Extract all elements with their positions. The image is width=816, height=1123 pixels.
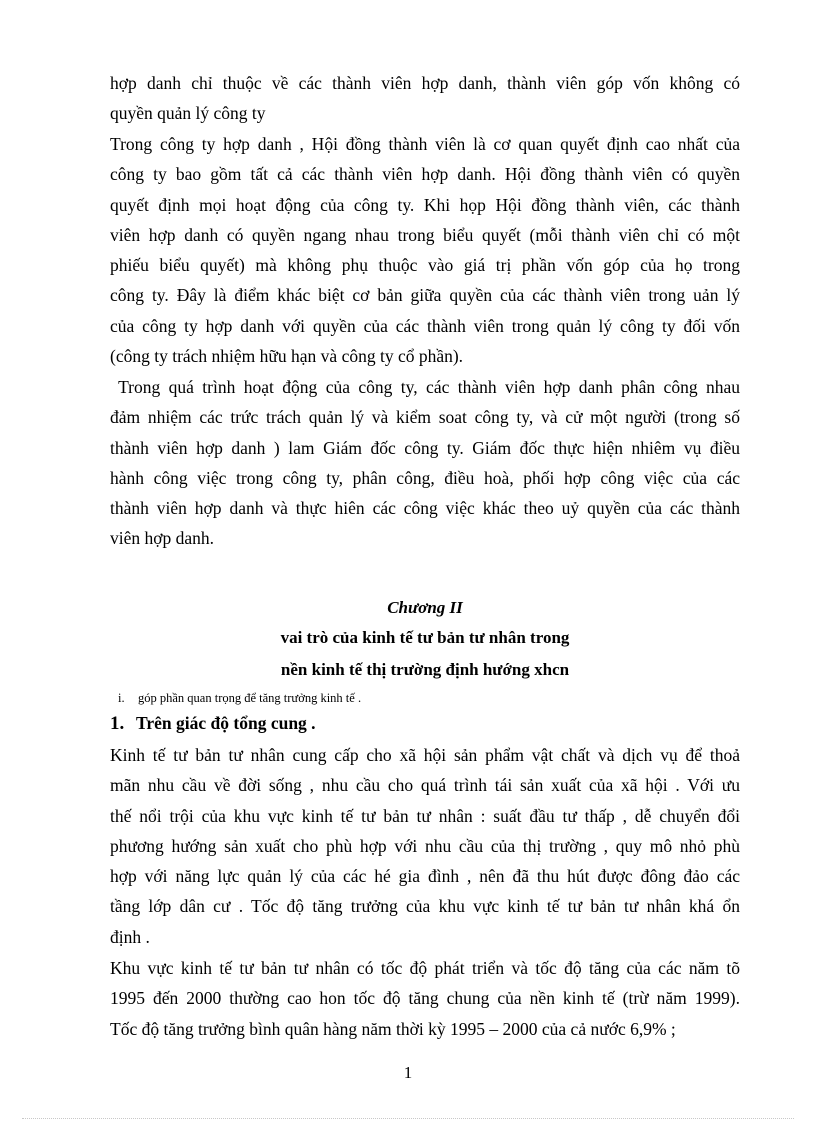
section-heading bbox=[110, 713, 316, 735]
text-line: Tốc độ tăng trưởng bình quân hàng năm thời kỳ 1995 – 2000 của cả nước 6,9% ; bbox=[110, 1018, 676, 1039]
text-line: Trong quá trình hoạt động của công ty, các thành viên hợp danh phân công nhau bbox=[110, 377, 740, 397]
text-line: phương hướng sản xuất cho phù hợp với nhu cầu của thị trường , quy mô nhỏ phù bbox=[110, 835, 740, 856]
text-line: hành công việc trong công ty, phân công, điều hoà, phối hợp công việc của các bbox=[110, 467, 740, 488]
text-line: hợp với năng lực quản lý của các hé gia đình , nên đã thu hút được đông đảo các bbox=[110, 866, 740, 887]
paragraph-growth-speed bbox=[110, 953, 740, 1044]
text-line: tầng lớp dân cư . Tốc độ tăng trưởng của khu vực kinh tế tư bản tư nhân khá ổn bbox=[110, 896, 740, 917]
text-line: công ty. Đây là điểm khác biệt cơ bản giữa quyền của các thành viên trong uản lý bbox=[110, 285, 740, 306]
text-line: của công ty hợp danh với quyền của các thành viên trong quản lý công ty đối vốn bbox=[110, 315, 740, 336]
section-title: Trên giác độ tổng cung . bbox=[136, 713, 316, 733]
list-marker: i. bbox=[118, 691, 125, 705]
page-number: 1 bbox=[403, 1063, 413, 1082]
text-line: Kinh tế tư bản tư nhân cung cấp cho xã hội sản phẩm vật chất và dịch vụ để thoả bbox=[110, 745, 740, 765]
text-line: thế nổi trội của khu vực kinh tế tư bản tư nhân : suất đầu tư thấp , dễ chuyển đổi bbox=[110, 805, 740, 826]
text-line: đảm nhiệm các trức trách quản lý và kiểm soat công ty, và cử một người (trong số bbox=[110, 407, 740, 428]
paragraph-intro bbox=[110, 68, 740, 129]
chapter-title-line-1: vai trò của kinh tế tư bản tư nhân trong bbox=[280, 628, 570, 647]
text-line: quyền quản lý công ty bbox=[110, 103, 266, 124]
text-line: viên hợp danh. bbox=[110, 528, 215, 549]
list-item-text: góp phần quan trọng để tăng trưởng kinh tế . bbox=[138, 691, 362, 705]
text-line: công ty bao gồm tất cả các thành viên hợp danh. Hội đồng thành viên có quyền bbox=[110, 164, 740, 185]
paragraph-council bbox=[110, 129, 740, 371]
text-line: thành viên hợp danh ) lam Giám đốc công ty. Giám đốc thực hiện nhiêm vụ điều bbox=[110, 437, 740, 458]
text-line: phiếu biểu quyết) mà không phụ thuộc vào giá trị phần vốn góp của họ trong bbox=[110, 255, 740, 276]
text-line: thành viên hợp danh và thực hiên các công việc khác theo uỷ quyền của các thành bbox=[110, 498, 740, 519]
chapter-label: Chương II bbox=[387, 598, 463, 617]
chapter-title-line-2: nền kinh tế thị trường định hướng xhcn bbox=[280, 660, 570, 679]
text-line: Trong công ty hợp danh , Hội đồng thành viên là cơ quan quyết định cao nhất của bbox=[110, 134, 740, 154]
page-bottom-border bbox=[22, 1118, 794, 1119]
list-item bbox=[118, 691, 361, 706]
text-line: (công ty trách nhiệm hữu hạn và công ty cổ phần). bbox=[110, 346, 464, 367]
paragraph-operations bbox=[110, 372, 740, 554]
text-line: định . bbox=[110, 926, 150, 947]
text-line: viên hợp danh có quyền ngang nhau trong biểu quyết (mỗi thành viên chỉ có một bbox=[110, 224, 740, 245]
text-line: Khu vực kinh tế tư bản tư nhân có tốc độ phát triển và tốc độ tăng của các năm tõ bbox=[110, 958, 740, 978]
text-line: hợp danh chỉ thuộc về các thành viên hợp danh, thành viên góp vốn không có bbox=[110, 73, 740, 93]
text-line: mãn nhu cầu về đời sống , nhu cầu cho quá trình tái sản xuất của xã hội . Với ưu bbox=[110, 775, 740, 796]
text-line: 1995 đến 2000 thường cao hon tốc độ tăng chung của nền kinh tế (trừ năm 1999). bbox=[110, 988, 740, 1009]
text-line: quyết định mọi hoạt động của công ty. Khi họp Hội đồng thành viên, các thành bbox=[110, 194, 740, 215]
section-number: 1. bbox=[110, 713, 125, 734]
paragraph-supply bbox=[110, 740, 740, 952]
